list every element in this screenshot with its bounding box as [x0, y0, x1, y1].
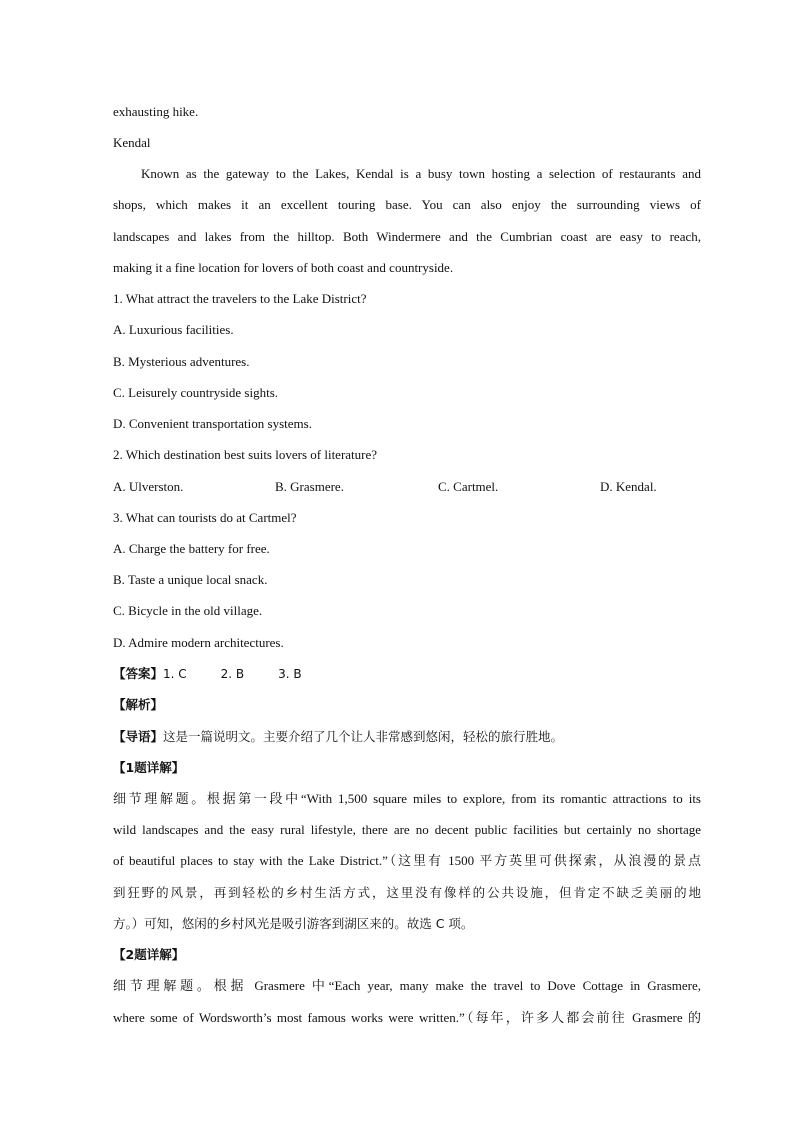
option-3b: B. Taste a unique local snack. — [113, 572, 268, 587]
guide-label: 【导语】 — [113, 729, 164, 744]
detail-1-line: of beautiful places to stay with the Lake District.”（这里有 1500 平方英里可供探索，从浪漫的景点 — [113, 853, 701, 868]
option-1c: C. Leisurely countryside sights. — [113, 385, 279, 400]
answer-3: 3. B — [278, 667, 302, 681]
answer-2: 2. B — [220, 667, 245, 681]
option-1d: D. Convenient transportation systems. — [113, 416, 312, 431]
detail-2-label: 【2题详解】 — [113, 947, 185, 962]
question-2: 2. Which destination best suits lovers of literature? — [113, 447, 378, 462]
detail-1-line: 方。）可知，悠闲的乡村风光是吸引游客到湖区来的。故选 C 项。 — [113, 916, 474, 931]
detail-1-line: 到狂野的风景，再到轻松的乡村生活方式，这里没有像样的公共设施，但肯定不缺乏美丽的地 — [113, 885, 701, 900]
answer-row — [113, 665, 302, 683]
section-heading-kendal: Kendal — [113, 135, 151, 150]
detail-1-line: wild landscapes and the easy rural lifestyle, there are no decent public facilities but certainly no shortage — [113, 822, 701, 837]
detail-2-line: 细节理解题。根据 Grasmere 中“Each year, many make the travel to Dove Cottage in Grasmere, — [113, 978, 701, 993]
passage-line: shops, which makes it an excellent touring base. You can also enjoy the surrounding views of — [113, 197, 701, 212]
answer-label: 【答案】 — [113, 666, 164, 681]
option-2b: B. Grasmere. — [275, 479, 344, 494]
option-3d: D. Admire modern architectures. — [113, 635, 284, 650]
question-1: 1. What attract the travelers to the Lake District? — [113, 291, 367, 306]
guide-text: 这是一篇说明文。主要介绍了几个让人非常感到悠闲，轻松的旅行胜地。 — [163, 729, 564, 744]
option-2a: A. Ulverston. — [113, 479, 184, 494]
passage-line: making it a fine location for lovers of both coast and countryside. — [113, 260, 454, 275]
detail-2-line: where some of Wordsworth’s most famous works were written.”（每年，许多人都会前往 Grasmere 的 — [113, 1010, 701, 1025]
option-3a: A. Charge the battery for free. — [113, 541, 270, 556]
guide-row — [113, 728, 563, 746]
detail-1-label: 【1题详解】 — [113, 760, 185, 775]
option-1a: A. Luxurious facilities. — [113, 322, 234, 337]
answer-1: 1. C — [163, 667, 187, 681]
detail-1-line: 细节理解题。根据第一段中“With 1,500 square miles to explore, from its romantic attractions to its — [113, 791, 701, 806]
question-3: 3. What can tourists do at Cartmel? — [113, 510, 297, 525]
passage-line: landscapes and lakes from the hilltop. Both Windermere and the Cumbrian coast are easy to reach, — [113, 229, 701, 244]
passage-line: Known as the gateway to the Lakes, Kendal is a busy town hosting a selection of restaurants and — [141, 166, 701, 181]
option-3c: C. Bicycle in the old village. — [113, 603, 263, 618]
passage-line: exhausting hike. — [113, 104, 199, 119]
analysis-label: 【解析】 — [113, 697, 164, 712]
option-2d: D. Kendal. — [600, 479, 657, 494]
option-2c: C. Cartmel. — [438, 479, 499, 494]
option-1b: B. Mysterious adventures. — [113, 354, 250, 369]
